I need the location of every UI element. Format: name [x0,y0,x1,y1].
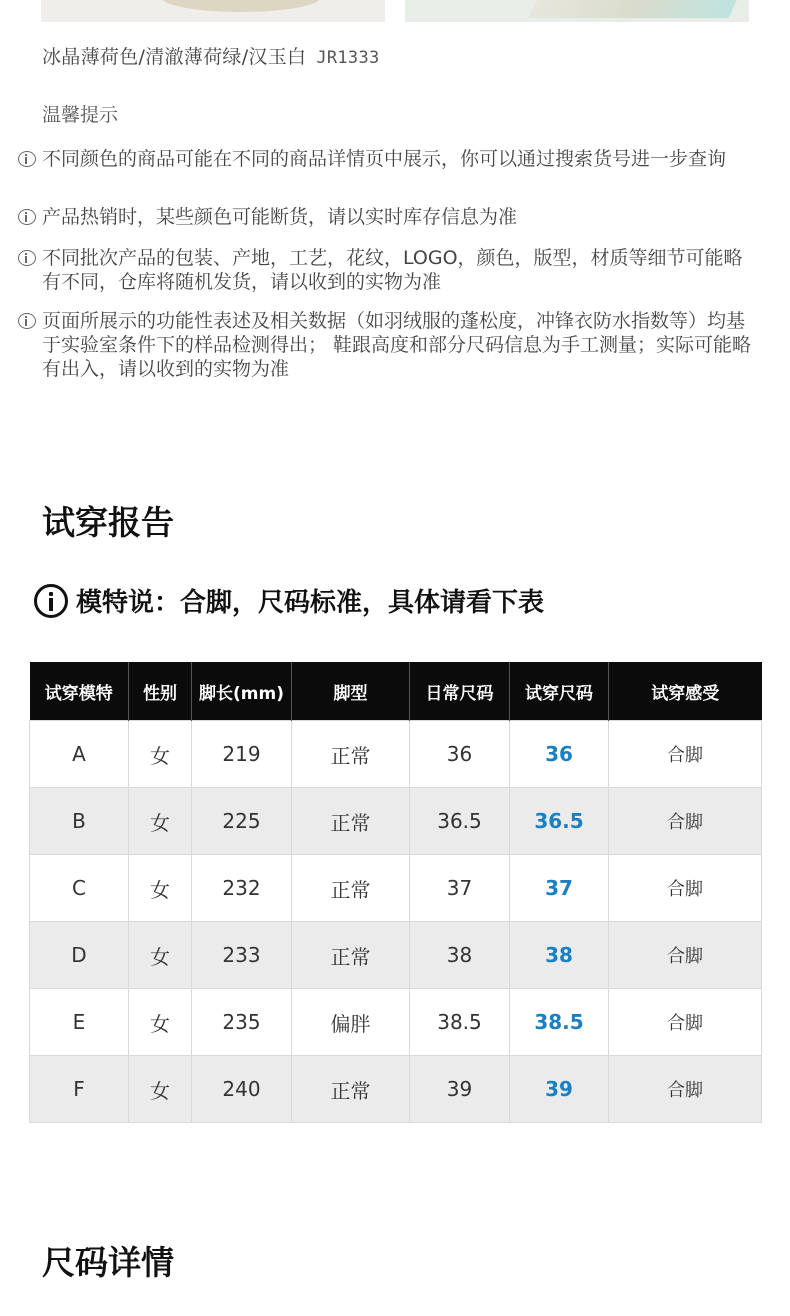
daily-size-cell: 36.5 [410,788,510,855]
column-header: 试穿感受 [609,662,762,721]
foot-length-cell: 233 [192,922,292,989]
feeling-cell: 合脚 [609,721,762,788]
gender-cell: 女 [129,788,192,855]
table-row [30,788,762,855]
table-row [30,989,762,1056]
info-circle-icon [18,209,36,225]
info-circle-icon [34,584,68,618]
table-row [30,855,762,922]
tip-text: 产品热销时，某些颜色可能断货，请以实时库存信息为准 [42,206,518,228]
feeling-cell: 合脚 [609,989,762,1056]
tip-text: 页面所展示的功能性表述及相关数据（如羽绒服的蓬松度，冲锋衣防水指数等）均基于实验室条件下的样品检测得出； 鞋跟高度和部分尺码信息为手工测量；实际可能略有出入，请以收到的实物为准 [42,310,752,380]
column-header: 日常尺码 [410,662,510,721]
trial-size-cell: 37 [510,855,609,922]
trial-size-cell: 38.5 [510,989,609,1056]
feeling-cell: 合脚 [609,922,762,989]
daily-size-cell: 38.5 [410,989,510,1056]
column-header: 试穿尺码 [510,662,609,721]
feeling-cell: 合脚 [609,855,762,922]
tip-text: 不同批次产品的包装、产地，工艺，花纹，LOGO，颜色，版型，材质等细节可能略有不同，仓库将随机发货，请以收到的实物为准 [42,247,743,293]
variant-name: 冰晶薄荷色/清澈薄荷绿/汉玉白 [42,46,307,68]
info-circle-icon [18,250,36,266]
trial-size-cell: 39 [510,1056,609,1123]
variant-label [42,42,380,69]
table-row [30,922,762,989]
foot-length-cell: 225 [192,788,292,855]
foot-length-cell: 219 [192,721,292,788]
trial-size-cell: 38 [510,922,609,989]
info-circle-icon [18,151,36,167]
gender-cell: 女 [129,1056,192,1123]
gender-cell: 女 [129,855,192,922]
foot-type-cell: 正常 [292,1056,410,1123]
product-thumbnail-right[interactable] [405,0,749,22]
tips-title: 温馨提示 [42,104,119,126]
table-header-row [30,662,762,721]
column-header: 脚型 [292,662,410,721]
feeling-cell: 合脚 [609,788,762,855]
model-note [34,582,544,619]
variant-code: JR1333 [316,48,380,68]
product-thumbnail-left[interactable] [41,0,385,22]
model-cell: F [30,1056,129,1123]
trial-size-cell: 36.5 [510,788,609,855]
foot-length-cell: 235 [192,989,292,1056]
tip-item [18,309,758,381]
foot-type-cell: 正常 [292,922,410,989]
foot-type-cell: 偏胖 [292,989,410,1056]
size-details-title: 尺码详情 [42,1243,174,1282]
column-header: 性别 [129,662,192,721]
model-cell: C [30,855,129,922]
gender-cell: 女 [129,922,192,989]
daily-size-cell: 38 [410,922,510,989]
daily-size-cell: 39 [410,1056,510,1123]
model-cell: D [30,922,129,989]
info-circle-icon [18,313,36,329]
model-note-text: 模特说：合脚，尺码标准，具体请看下表 [76,588,545,618]
model-cell: E [30,989,129,1056]
table-row [30,721,762,788]
tip-item [18,147,758,171]
tip-item [18,205,758,229]
model-cell: A [30,721,129,788]
tip-item [18,246,758,294]
trial-report-title: 试穿报告 [42,503,174,542]
trial-size-cell: 36 [510,721,609,788]
table-row [30,1056,762,1123]
foot-length-cell: 232 [192,855,292,922]
foot-type-cell: 正常 [292,721,410,788]
foot-type-cell: 正常 [292,855,410,922]
gender-cell: 女 [129,721,192,788]
tip-text: 不同颜色的商品可能在不同的商品详情页中展示，你可以通过搜索货号进一步查询 [42,148,727,170]
foot-length-cell: 240 [192,1056,292,1123]
model-cell: B [30,788,129,855]
column-header: 试穿模特 [30,662,129,721]
feeling-cell: 合脚 [609,1056,762,1123]
trial-table [29,662,762,1123]
column-header: 脚长(mm) [192,662,292,721]
daily-size-cell: 37 [410,855,510,922]
gender-cell: 女 [129,989,192,1056]
daily-size-cell: 36 [410,721,510,788]
foot-type-cell: 正常 [292,788,410,855]
